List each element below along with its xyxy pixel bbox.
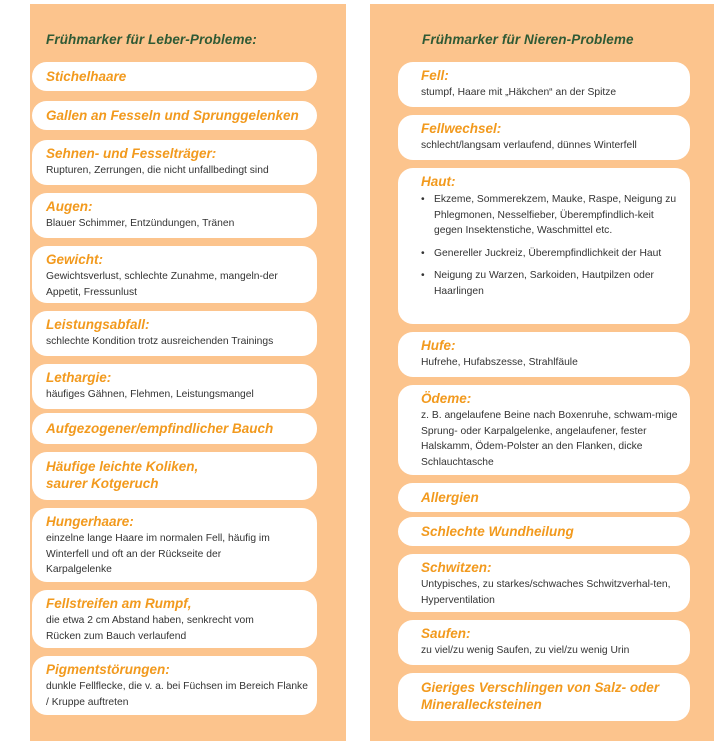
kidney-panel-title: Frühmarker für Nieren-Probleme xyxy=(422,32,634,47)
marker-card xyxy=(32,590,317,648)
marker-card xyxy=(398,62,690,107)
marker-description: Untypisches, zu starkes/schwaches Schwitzverhal-ten, Hyperventilation xyxy=(421,579,671,606)
marker-description: Hufrehe, Hufabszesse, Strahlfäule xyxy=(421,357,578,368)
list-item: • Ekzeme, Sommerekzem, Mauke, Raspe, Neigung zu Phlegmonen, Nesselfieber, Überempfindlich-keit gegen Insektenstiche, Waschmittel etc. xyxy=(421,192,682,239)
marker-title: Schlechte Wundheilung xyxy=(421,524,574,539)
marker-title: Saufen: xyxy=(421,626,471,641)
marker-title: Ödeme: xyxy=(421,391,472,406)
marker-description: häufiges Gähnen, Flehmen, Leistungsmangel xyxy=(46,389,254,400)
liver-panel-title: Frühmarker für Leber-Probleme: xyxy=(46,32,257,47)
marker-card xyxy=(32,62,317,91)
marker-card xyxy=(32,246,317,303)
marker-title: Fell: xyxy=(421,68,449,83)
marker-description: schlechte Kondition trotz ausreichenden Trainings xyxy=(46,336,274,347)
marker-description: zu viel/zu wenig Saufen, zu viel/zu wenig Urin xyxy=(421,645,630,656)
marker-card xyxy=(32,101,317,130)
marker-card xyxy=(398,115,690,160)
marker-card xyxy=(32,452,317,500)
marker-card xyxy=(398,385,690,475)
marker-description: die etwa 2 cm Abstand haben, senkrecht vom Rücken zum Bauch verlaufend xyxy=(46,615,254,642)
marker-card xyxy=(32,656,317,715)
marker-title: Allergien xyxy=(421,490,479,505)
marker-card xyxy=(32,364,317,409)
marker-title: Leistungsabfall: xyxy=(46,317,150,332)
marker-title: Hufe: xyxy=(421,338,456,353)
marker-description: Blauer Schimmer, Entzündungen, Tränen xyxy=(46,218,235,229)
marker-card xyxy=(32,508,317,582)
marker-card xyxy=(398,517,690,546)
marker-card xyxy=(398,168,690,324)
marker-description: Rupturen, Zerrungen, die nicht unfallbedingt sind xyxy=(46,165,269,176)
marker-card xyxy=(32,311,317,356)
marker-title: Aufgezogener/empfindlicher Bauch xyxy=(46,421,274,436)
marker-title: Sehnen- und Fesselträger: xyxy=(46,146,217,161)
marker-card xyxy=(32,140,317,185)
marker-card xyxy=(398,620,690,665)
marker-title: Fellwechsel: xyxy=(421,121,502,136)
marker-title: Pigmentstörungen: xyxy=(46,662,170,677)
marker-description: einzelne lange Haare im normalen Fell, häufig im Winterfell und oft an der Rückseite der Karpalgelenke xyxy=(46,533,270,575)
marker-title: Gallen an Fesseln und Sprunggelenken xyxy=(46,108,299,123)
marker-description: dunkle Fellflecke, die v. a. bei Füchsen im Bereich Flanke / Kruppe auftreten xyxy=(46,681,308,708)
marker-card xyxy=(398,673,690,721)
marker-title: Hungerhaare: xyxy=(46,514,134,529)
marker-card xyxy=(32,193,317,238)
marker-description: stumpf, Haare mit „Häkchen“ an der Spitze xyxy=(421,87,617,98)
marker-description: z. B. angelaufene Beine nach Boxenruhe, schwam-mige Sprung- oder Karpalgelenke, angelaufener, fester Halskamm, Ödem-Polster an den Flanken, dicke Schlauchtasche xyxy=(421,410,678,468)
marker-title: Haut: xyxy=(421,174,456,189)
marker-card xyxy=(398,332,690,377)
marker-title: Gieriges Verschlingen von Salz- oder Minerallecksteinen xyxy=(421,680,660,712)
marker-title: Stichelhaare xyxy=(46,69,127,84)
marker-card xyxy=(32,413,317,444)
marker-title: Gewicht: xyxy=(46,252,104,267)
marker-title: Lethargie: xyxy=(46,370,112,385)
marker-card xyxy=(398,483,690,512)
list-item: • Genereller Juckreiz, Überempfindlichkeit der Haut xyxy=(421,246,682,262)
marker-description: schlecht/langsam verlaufend, dünnes Winterfell xyxy=(421,140,637,151)
kidney-markers-panel xyxy=(370,4,714,741)
marker-bullet-list xyxy=(421,192,682,299)
marker-title: Augen: xyxy=(46,199,93,214)
marker-description: Gewichtsverlust, schlechte Zunahme, mangeln-der Appetit, Fressunlust xyxy=(46,271,278,298)
liver-markers-panel xyxy=(30,4,346,741)
marker-title: Häufige leichte Koliken, saurer Kotgeruch xyxy=(46,459,199,491)
list-item: • Neigung zu Warzen, Sarkoiden, Hautpilzen oder Haarlingen xyxy=(421,268,682,299)
marker-card xyxy=(398,554,690,612)
marker-title: Schwitzen: xyxy=(421,560,492,575)
marker-title: Fellstreifen am Rumpf, xyxy=(46,596,192,611)
